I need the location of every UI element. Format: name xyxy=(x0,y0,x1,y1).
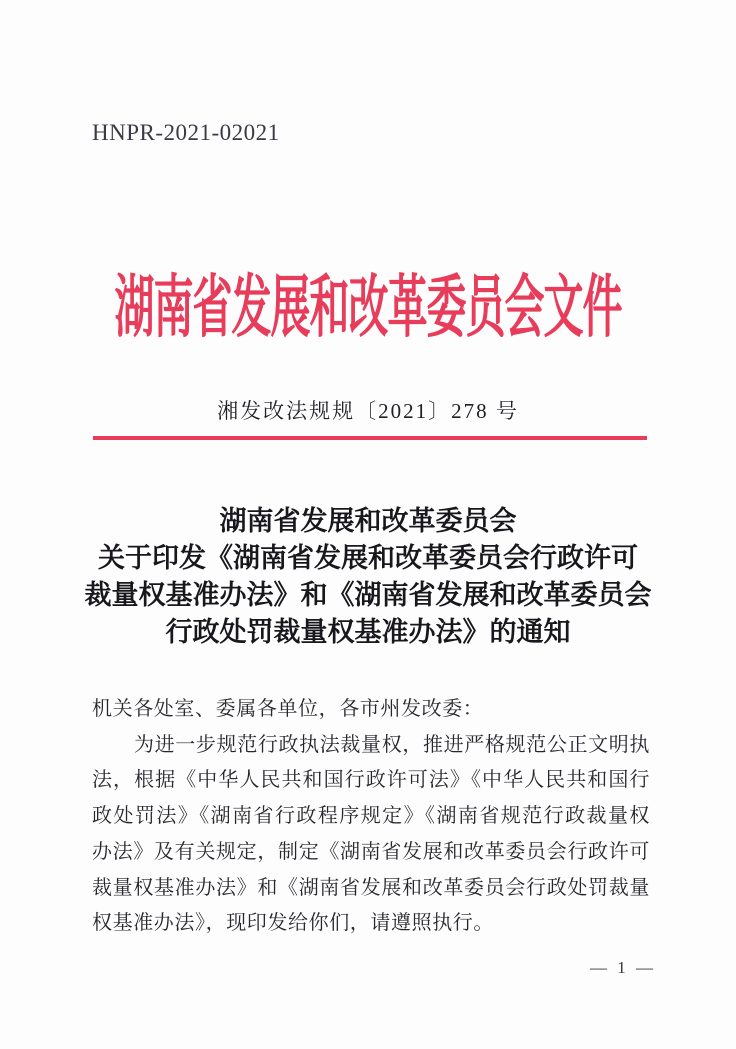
body-line-4: 办法》及有关规定，制定《湖南省发展和改革委员会行政许可 xyxy=(92,840,650,863)
red-divider-line xyxy=(93,436,647,440)
notice-title-line-4: 行政处罚裁量权基准办法》的通知 xyxy=(165,617,571,647)
salutation-line: 机关各处室、委属各单位，各市州发改委： xyxy=(92,698,484,720)
document-reference-number: 湘发改法规规〔2021〕278 号 xyxy=(217,399,519,423)
body-line-5: 裁量权基准办法》和《湖南省发展和改革委员会行政处罚裁量 xyxy=(92,876,650,899)
body-line-2: 法，根据《中华人民共和国行政许可法》《中华人民共和国行 xyxy=(92,769,650,792)
body-line-1: 为进一步规范行政执法裁量权，推进严格规范公正文明执 xyxy=(134,733,650,756)
document-body xyxy=(92,692,650,942)
body-line-6: 权基准办法》，现印发给你们，请遵照执行。 xyxy=(92,912,494,935)
page-number: — 1 — xyxy=(590,958,656,977)
doc-registration-code: HNPR-2021-02021 xyxy=(92,120,280,145)
notice-title-line-2: 关于印发《湖南省发展和改革委员会行政许可 xyxy=(98,543,638,573)
body-line-3: 政处罚法》《湖南省行政程序规定》《湖南省规范行政裁量权 xyxy=(92,805,650,828)
notice-title-line-3: 裁量权基准办法》和《湖南省发展和改革委员会 xyxy=(84,580,652,610)
agency-masthead-title: 湖南省发展和改革委员会文件 xyxy=(114,269,622,346)
notice-title xyxy=(0,503,736,651)
notice-title-line-1: 湖南省发展和改革委员会 xyxy=(219,506,517,536)
